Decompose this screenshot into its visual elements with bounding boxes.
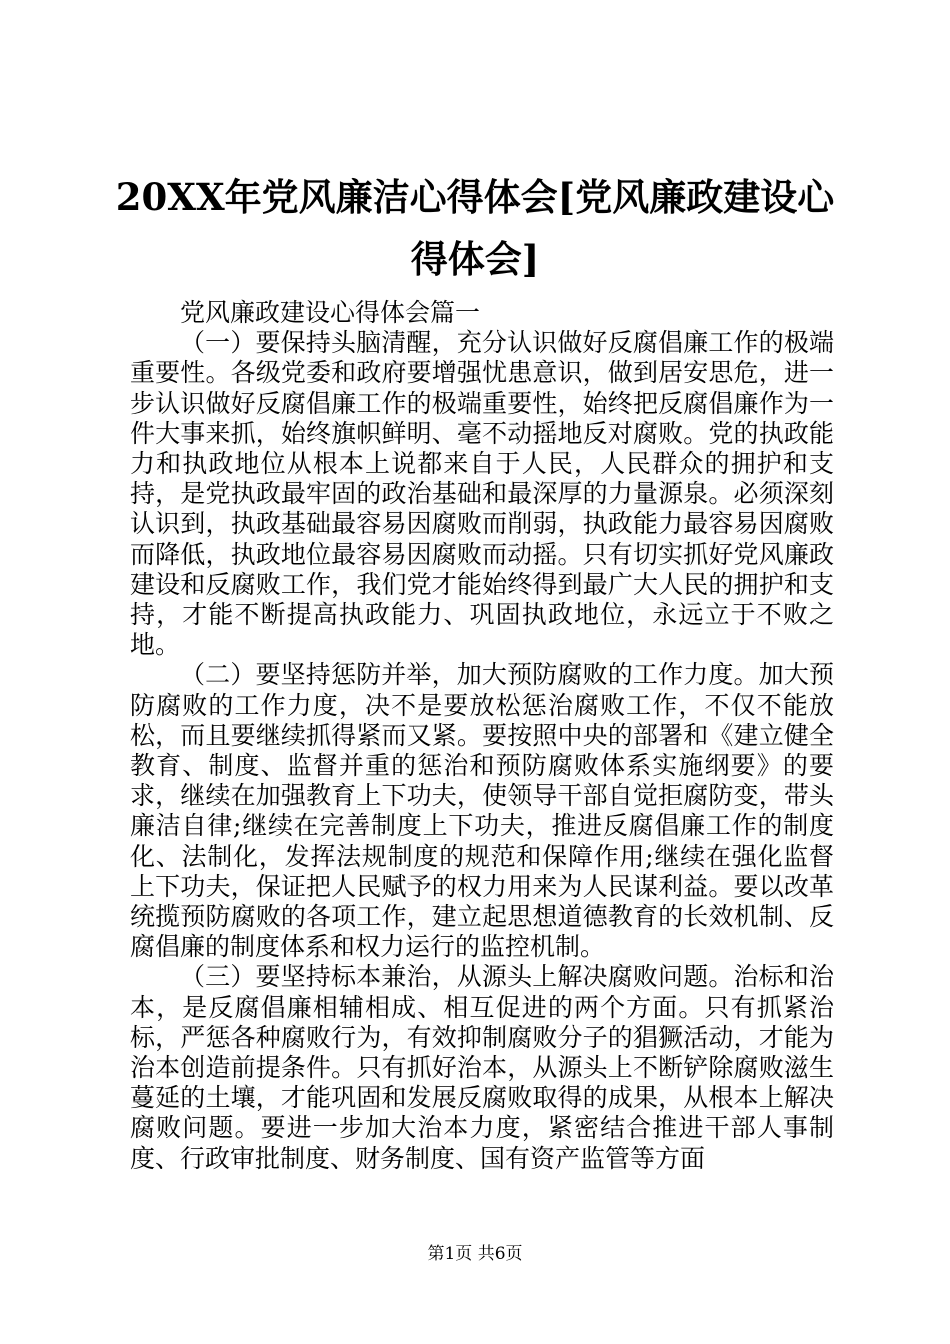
paragraph-2: （二）要坚持惩防并举，加大预防腐败的工作力度。加大预防腐败的工作力度，决不是要放松惩治腐败工作，不仅不能放松，而且要继续抓得紧而又紧。要按照中央的部署和《建立健全教育、制度、监督并重的惩治和预防腐败体系实施纲要》的要求，继续在加强教育上下功夫，使领导干部自觉拒腐防变，带头廉洁自律;继续在完善制度上下功夫，推进反腐倡廉工作的制度化、法制化，发挥法规制度的规范和保障作用;继续在强化监督上下功夫，保证把人民赋予的权力用来为人民谋利益。要以改革统揽预防腐败的各项工作，建立起思想道德教育的长效机制、反腐倡廉的制度体系和权力运行的监控机制。	[130, 660, 834, 962]
section-heading: 党风廉政建设心得体会篇一	[180, 298, 481, 327]
paragraph-3: （三）要坚持标本兼治，从源头上解决腐败问题。治标和治本，是反腐倡廉相辅相成、相互促进的两个方面。只有抓紧治标，严惩各种腐败行为，有效抑制腐败分子的猖獗活动，才能为治本创造前提条件。只有抓好治本，从源头上不断铲除腐败滋生蔓延的土壤，才能巩固和发展反腐败取得的成果，从根本上解决腐败问题。要进一步加大治本力度，紧密结合推进干部人事制度、行政审批制度、财务制度、国有资产监管等方面	[130, 962, 834, 1173]
document-body	[130, 298, 834, 1174]
document-title: 20XX年党风廉洁心得体会[党风廉政建设心得体会]	[115, 175, 835, 281]
paragraph-1: （一）要保持头脑清醒，充分认识做好反腐倡廉工作的极端重要性。各级党委和政府要增强忧患意识，做到居安思危，进一步认识做好反腐倡廉工作的极端重要性，始终把反腐倡廉作为一件大事来抓，始终旗帜鲜明、毫不动摇地反对腐败。党的执政能力和执政地位从根本上说都来自于人民，人民群众的拥护和支持，是党执政最牢固的政治基础和最深厚的力量源泉。必须深刻认识到，执政基础最容易因腐败而削弱，执政能力最容易因腐败而降低，执政地位最容易因腐败而动摇。只有切实抓好党风廉政建设和反腐败工作，我们党才能始终得到最广大人民的拥护和支持，才能不断提高执政能力、巩固执政地位，永远立于不败之地。	[130, 328, 834, 660]
page-number-footer: 第1页 共6页	[427, 1244, 523, 1264]
